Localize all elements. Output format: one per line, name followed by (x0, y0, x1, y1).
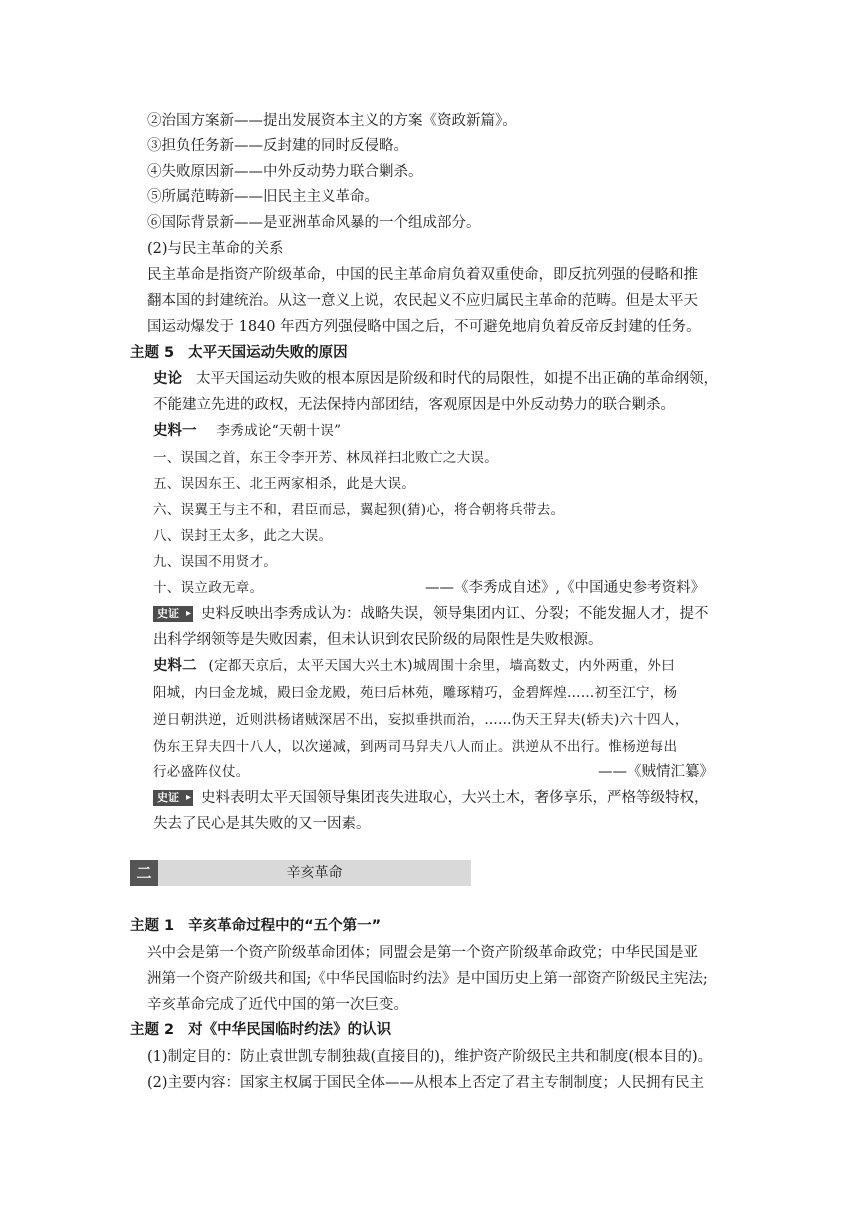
shizheng-line (153, 604, 709, 624)
list-item: ③担负任务新——反封建的同时反侵略。 (147, 138, 408, 154)
source-text: (定都天京后，太平天国大兴土木)城周围十余里，墙高数丈，内外两重，外曰 (208, 658, 676, 674)
shilun-text: 太平天国运动失败的根本原因是阶级和时代的局限性，如提不出正确的革命纲领， (196, 371, 718, 387)
paragraph-line: 国运动爆发于 1840 年西方列强侵略中国之后，不可避免地肩负着反帝反封建的任务。 (147, 319, 701, 335)
shizheng-line: 失去了民心是其失败的又一因素。 (153, 816, 371, 832)
topic-heading (130, 1020, 391, 1040)
topic-heading (130, 343, 348, 363)
topic-label: 主题 2 (130, 1022, 175, 1038)
list-item: ④失败原因新——中外反动势力联合剿杀。 (147, 164, 423, 180)
topic-title: 辛亥革命过程中的“五个第一” (188, 918, 382, 934)
shilun-label: 史论 (153, 371, 182, 387)
list-item: ⑤所属范畴新——旧民主主义革命。 (147, 189, 379, 205)
paragraph-line: 兴中会是第一个资产阶级革命团体；同盟会是第一个资产阶级革命政党；中华民国是亚 (147, 945, 698, 961)
source-line: 六、误翼王与主不和，君臣而忌，翼起狈(猜)心，将合朝将兵带去。 (153, 502, 565, 518)
topic-label: 主题 5 (130, 345, 175, 361)
topic-heading (130, 916, 381, 936)
topic-label: 主题 1 (130, 918, 175, 934)
paragraph-line: 洲第一个资产阶级共和国;《中华民国临时约法》是中国历史上第一部资产阶级民主宪法; (147, 971, 708, 987)
section-header (130, 860, 471, 886)
shizheng-line: 出科学纲领等是失败因素，但未认识到农民阶级的局限性是失败根源。 (153, 632, 603, 648)
source-line: 伪东王舁夫四十八人，以次递减，到两司马舁夫八人而止。洪逆从不出行。惟杨逆每出 (153, 739, 678, 755)
paragraph-line: (2)主要内容：国家主权属于国民全体——从根本上否定了君主专制制度；人民拥有民主 (147, 1075, 705, 1091)
source-line: 行必盛阵仪仗。 (153, 764, 250, 780)
paragraph-line: 民主革命是指资产阶级革命，中国的民主革命肩负着双重使命，即反抗列强的侵略和推 (147, 267, 698, 283)
section-number: 二 (130, 860, 158, 886)
paragraph-line: 翻本国的封建统治。从这一意义上说，农民起义不应归属民主革命的范畴。但是太平天 (147, 293, 698, 309)
source-label: 史料二 (153, 658, 197, 674)
shizheng-badge: 史证 ▸ (153, 790, 193, 806)
shizheng-line (153, 788, 709, 808)
source-line: 阳城，内曰金龙城，殿曰金龙殿，苑曰后林苑，雕琢精巧，金碧辉煌……初至江宁，杨 (153, 685, 678, 701)
source-line: 一、误国之首，东王令李开芳、林凤祥扫北败亡之大误。 (153, 450, 498, 466)
section-title: 辛亥革命 (286, 865, 343, 881)
paragraph-line: 辛亥革命完成了近代中国的第一次巨变。 (147, 997, 408, 1013)
source-label: 史料一 (153, 423, 197, 439)
source-line: 五、误因东王、北王两家相杀，此是大误。 (153, 476, 416, 492)
source-line: 逆日朝洪逆，近则洪杨诸贼深居不出，妄拟垂拱而治，……伪天王舁夫(轿夫)六十四人， (153, 712, 689, 728)
source-title: 李秀成论“天朝十误” (216, 423, 342, 439)
source-citation: ——《李秀成自述》,《中国通史参考资料》 (425, 580, 706, 596)
source-line: 九、误国不用贤才。 (153, 554, 278, 570)
source-heading (153, 421, 341, 441)
shizheng-text: 史料表明太平天国领导集团丧失进取心，大兴土木，奢侈享乐，严格等级特权， (201, 790, 709, 806)
subheading: (2)与民主革命的关系 (147, 241, 284, 257)
shilun-line (153, 369, 718, 389)
source-line (153, 656, 675, 676)
list-item: ②治国方案新——提出发展资本主义的方案《资政新篇》。 (147, 113, 517, 129)
topic-title: 太平天国运动失败的原因 (188, 345, 348, 361)
topic-title: 对《中华民国临时约法》的认识 (188, 1022, 392, 1038)
paragraph-line: (1)制定目的：防止袁世凯专制独裁(直接目的)，维护资产阶级民主共和制度(根本目的)。 (147, 1049, 713, 1065)
shizheng-badge: 史证 ▸ (153, 606, 193, 622)
source-line: 八、误封王太多，此之大误。 (153, 528, 333, 544)
shilun-line: 不能建立先进的政权，无法保持内部团结，客观原因是中外反动势力的联合剿杀。 (153, 397, 675, 413)
shizheng-text: 史料反映出李秀成认为：战略失误，领导集团内讧、分裂；不能发掘人才，提不 (201, 606, 709, 622)
source-citation: ——《贼情汇纂》 (598, 764, 714, 780)
source-line: 十、误立政无章。 (153, 580, 264, 596)
list-item: ⑥国际背景新——是亚洲革命风暴的一个组成部分。 (147, 215, 481, 231)
